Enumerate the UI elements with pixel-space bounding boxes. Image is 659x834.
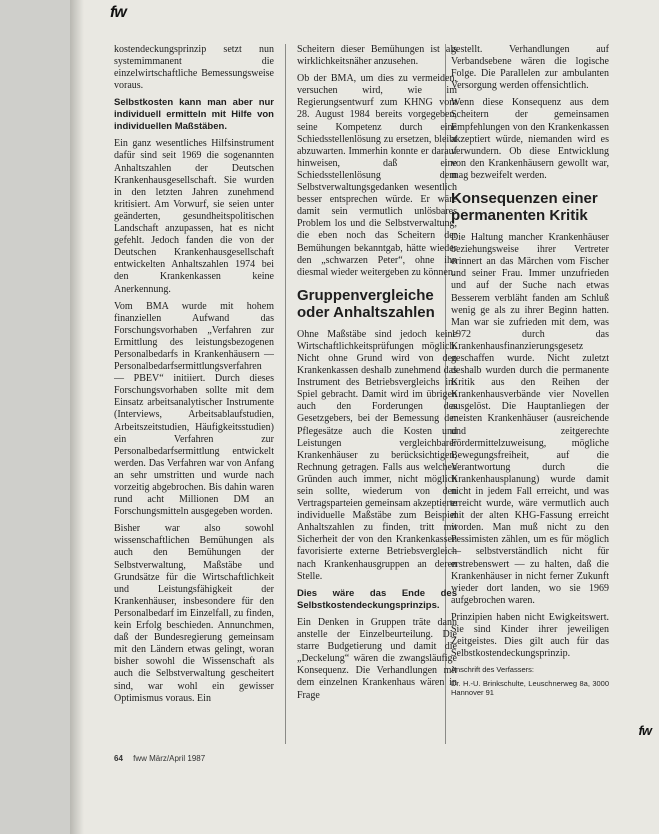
paragraph: Ein ganz wesentliches Hilfsinstrument dafür sind seit 1969 die sogenannten Anhaltszahlen der Deutschen Krankenhausgesellschaft. Sie wurden in den letzten Jahren zunehmend kritisiert. Am Vorwurf, sie seien unter geänderten, gesundheitspolitischen Landschaft anzupassen, hat es nicht gefehlt. Jedoch fanden die von der Deutschen Krankenhausgesellschaft entwickelten Anhaltszahlen 1974 bei den Krankenkassen keine Anerkennung. — [114, 138, 274, 295]
section-heading: Gruppenvergleiche oder Anhaltszahlen — [297, 286, 435, 321]
magazine-logo: fw — [110, 4, 126, 21]
highlighted-statement: Selbstkosten kann man aber nur individuell ermitteln mit Hilfe von individuellen Maßstäben. — [114, 97, 274, 133]
paragraph: Ein Denken in Gruppen träte dann anstelle der Einzelbeurteilung. Die starre Budgetierung und damit die „Deckelung“ wären die zwangsläufige Konsequenz. Die Verhandlungen mit dem einzelnen Krankenhaus wären in Frage — [297, 616, 457, 701]
magazine-logo-footer: fw — [638, 723, 651, 738]
highlighted-statement: Dies wäre das Ende des Selbstkostendeckungsprinzips. — [297, 587, 457, 611]
paragraph: Scheitern dieser Bemühungen ist als wirklichkeitsnäher anzusehen. — [297, 44, 457, 68]
section-heading: Konsequenzen einer permanenten Kritik — [451, 190, 598, 225]
author-address: Dr. H.-U. Brinkschulte, Leuschnerweg 8a, 3000 Hannover 91 — [451, 679, 609, 698]
paragraph: Prinzipien haben nicht Ewigkeitswert. Sie sind Kinder ihrer jeweiligen Zeitgeistes. Dies gilt auch für das Selbstkostendeckungsprinzip. — [451, 611, 609, 660]
page-footer — [114, 754, 205, 763]
page-number: 64 — [114, 754, 123, 763]
paragraph: Bisher war also sowohl wissenschaftlichen Bemühungen als auch den Bemühungen der Selbstverwaltung, Maßstäbe und Grundsätze für die Wirtschaftlichkeit und Leistungsfähigkeit der Krankenhäuser, insbesondere für den Personalbedarf im Einzelfall, zu finden, kein Erfolg beschieden. Annunchmen, daß der Bundesregierung gemeinsam mit den Ländern etwas gelingt, woran bisher sowohl die Wissenschaft als auch die Selbstverwaltung gescheitert sind, war wohl ein gewisser Optimismus voraus. Ein — [114, 523, 274, 704]
paragraph: gestellt. Verhandlungen auf Verbandsebene wären die logische Folge. Die Parallelen zur ambulanten Versorgung werden offensichtlich. — [451, 44, 609, 92]
magazine-page — [70, 0, 659, 834]
paragraph: Ob der BMA, um dies zu vermeiden, versuchen wird, wie im Regierungsentwurf zum KHNG vom 28. August 1984 bereits vorgegeben, seine Kompetenz durch eine Schiedsstellenlösung zu ersetzen, bleibt abzuwarten. Immerhin konnte er darauf hinweisen, daß eine Schiedsstellenlösung dem Selbstverwaltungsgedanken wesentlich besser entsprechen würde. Er wäre damit sein vermutlich unlösbares Problem los und die Selbstverwaltung, die eben noch das Scheitern der Bemühungen bekanntgab, hätte wieder den „schwarzen Peter“, ohne ihn diesmal wieder weitergeben zu können. — [297, 73, 457, 278]
paragraph: Vom BMA wurde mit hohem finanziellen Aufwand das Forschungsvorhaben „Verfahren zur Ermittlung des leistungsbezogenen Personalbedarfs in Krankenhäusern — Personalbedarfsermittlungsverfahren — PBEV“ initiiert. Durch dieses Forschungsvorhaben sollte mit dem Einsatz arbeitsanalytischer Instrumente (Interviews, Arbeitsablaufstudien, Arbeitszeitstudien, Häufigkeitsstudien) ein Verfahren zur Personalbedarfsermittlung entwickelt werden. Das Verfahren war von Anfang an sehr umstritten und wurde nach vorzeitig abgebrochen. Bis dahin waren rund acht Millionen DM an Forschungsmitteln ausgegeben worden. — [114, 300, 274, 518]
text-column-1 — [114, 44, 274, 750]
column-divider — [285, 44, 286, 744]
paragraph: kostendeckungsprinzip setzt nun systemimmanent die einzelwirtschaftliche Bemessungsweise voraus. — [114, 44, 274, 92]
paragraph: Die Haltung mancher Krankenhäuser beziehungsweise ihrer Vertreter erinnert an das Märchen vom Fischer und seiner Frau. Immer unzufrieden und auf der Suche nach etwas Besserem verbläht fanden am Schluß wenig ge als zu ihrer Beginn hatten. Man war sie zufrieden mit dem, was 1972 durch das Krankenhausfinanzierungsgesetz geschaffen wurde. Nicht zuletzt deshalb wurden durch die permanente Kritik aus den Reihen der Krankenhausverbände vier Novellen ausgelöst. Die Hauptanliegen der meisten Krankenhäuser (ausreichende und zeitgerechte Fördermittelzuweisung, mögliche Bewegungsfreiheit, auf die Verantwortung durch die Krankenhausplanung) wurde damit nicht in jedem Fall erreicht, und was erreicht wurde, wäre vermutlich auch mit der alten KHG-Fassung erreicht worden. Man muß nicht zu den Pessimisten zählen, um es für möglich — selbstverständlich nicht für erstrebenswert — zu halten, daß die Krankenhäuser in nicht ferner Zukunft wieder dort landen, wo sie 1969 aufgebrochen waren. — [451, 232, 609, 606]
paragraph: Ohne Maßstäbe sind jedoch keine Wirtschaftlichkeitsprüfungen möglich. Nicht ohne Grund wird von den Krankenkassen deshalb zunehmend das Instrument des Betriebsvergleichs ins Spiel gebracht. Damit wird im übrigen auch den Forderungen des Gesetzgebers, bei der Bemessung der Pflegesätze auch die Kosten und Leistungen vergleichbarer Krankenhäuser zu berücksichtigen, Rechnung getragen. Falls aus welchen Gründen auch immer, nicht möglich sein sollte, wiederum von den Vertragsparteien gemeinsam akzeptierte individuelle Maßstäbe zum Beispiel Anhaltszahlen zu finden, tritt mit Sicherheit der von den Krankenkassen favorisierte externe Betriebsvergleich nach Krankenhausgruppen an deren Stelle. — [297, 328, 457, 582]
text-column-2 — [297, 44, 457, 750]
text-column-3 — [451, 44, 609, 750]
paragraph: Wenn diese Konsequenz aus dem Scheitern der gemeinsamen Empfehlungen von den Krankenkassen akzeptiert würde, niemanden wird es verwundern. Ob diese Entwicklung von den Krankenhäusern gewollt war, mag bezweifelt werden. — [451, 97, 609, 181]
issue-label: fww März/April 1987 — [133, 754, 206, 763]
author-label: Anschrift des Verfassers: — [451, 665, 534, 675]
